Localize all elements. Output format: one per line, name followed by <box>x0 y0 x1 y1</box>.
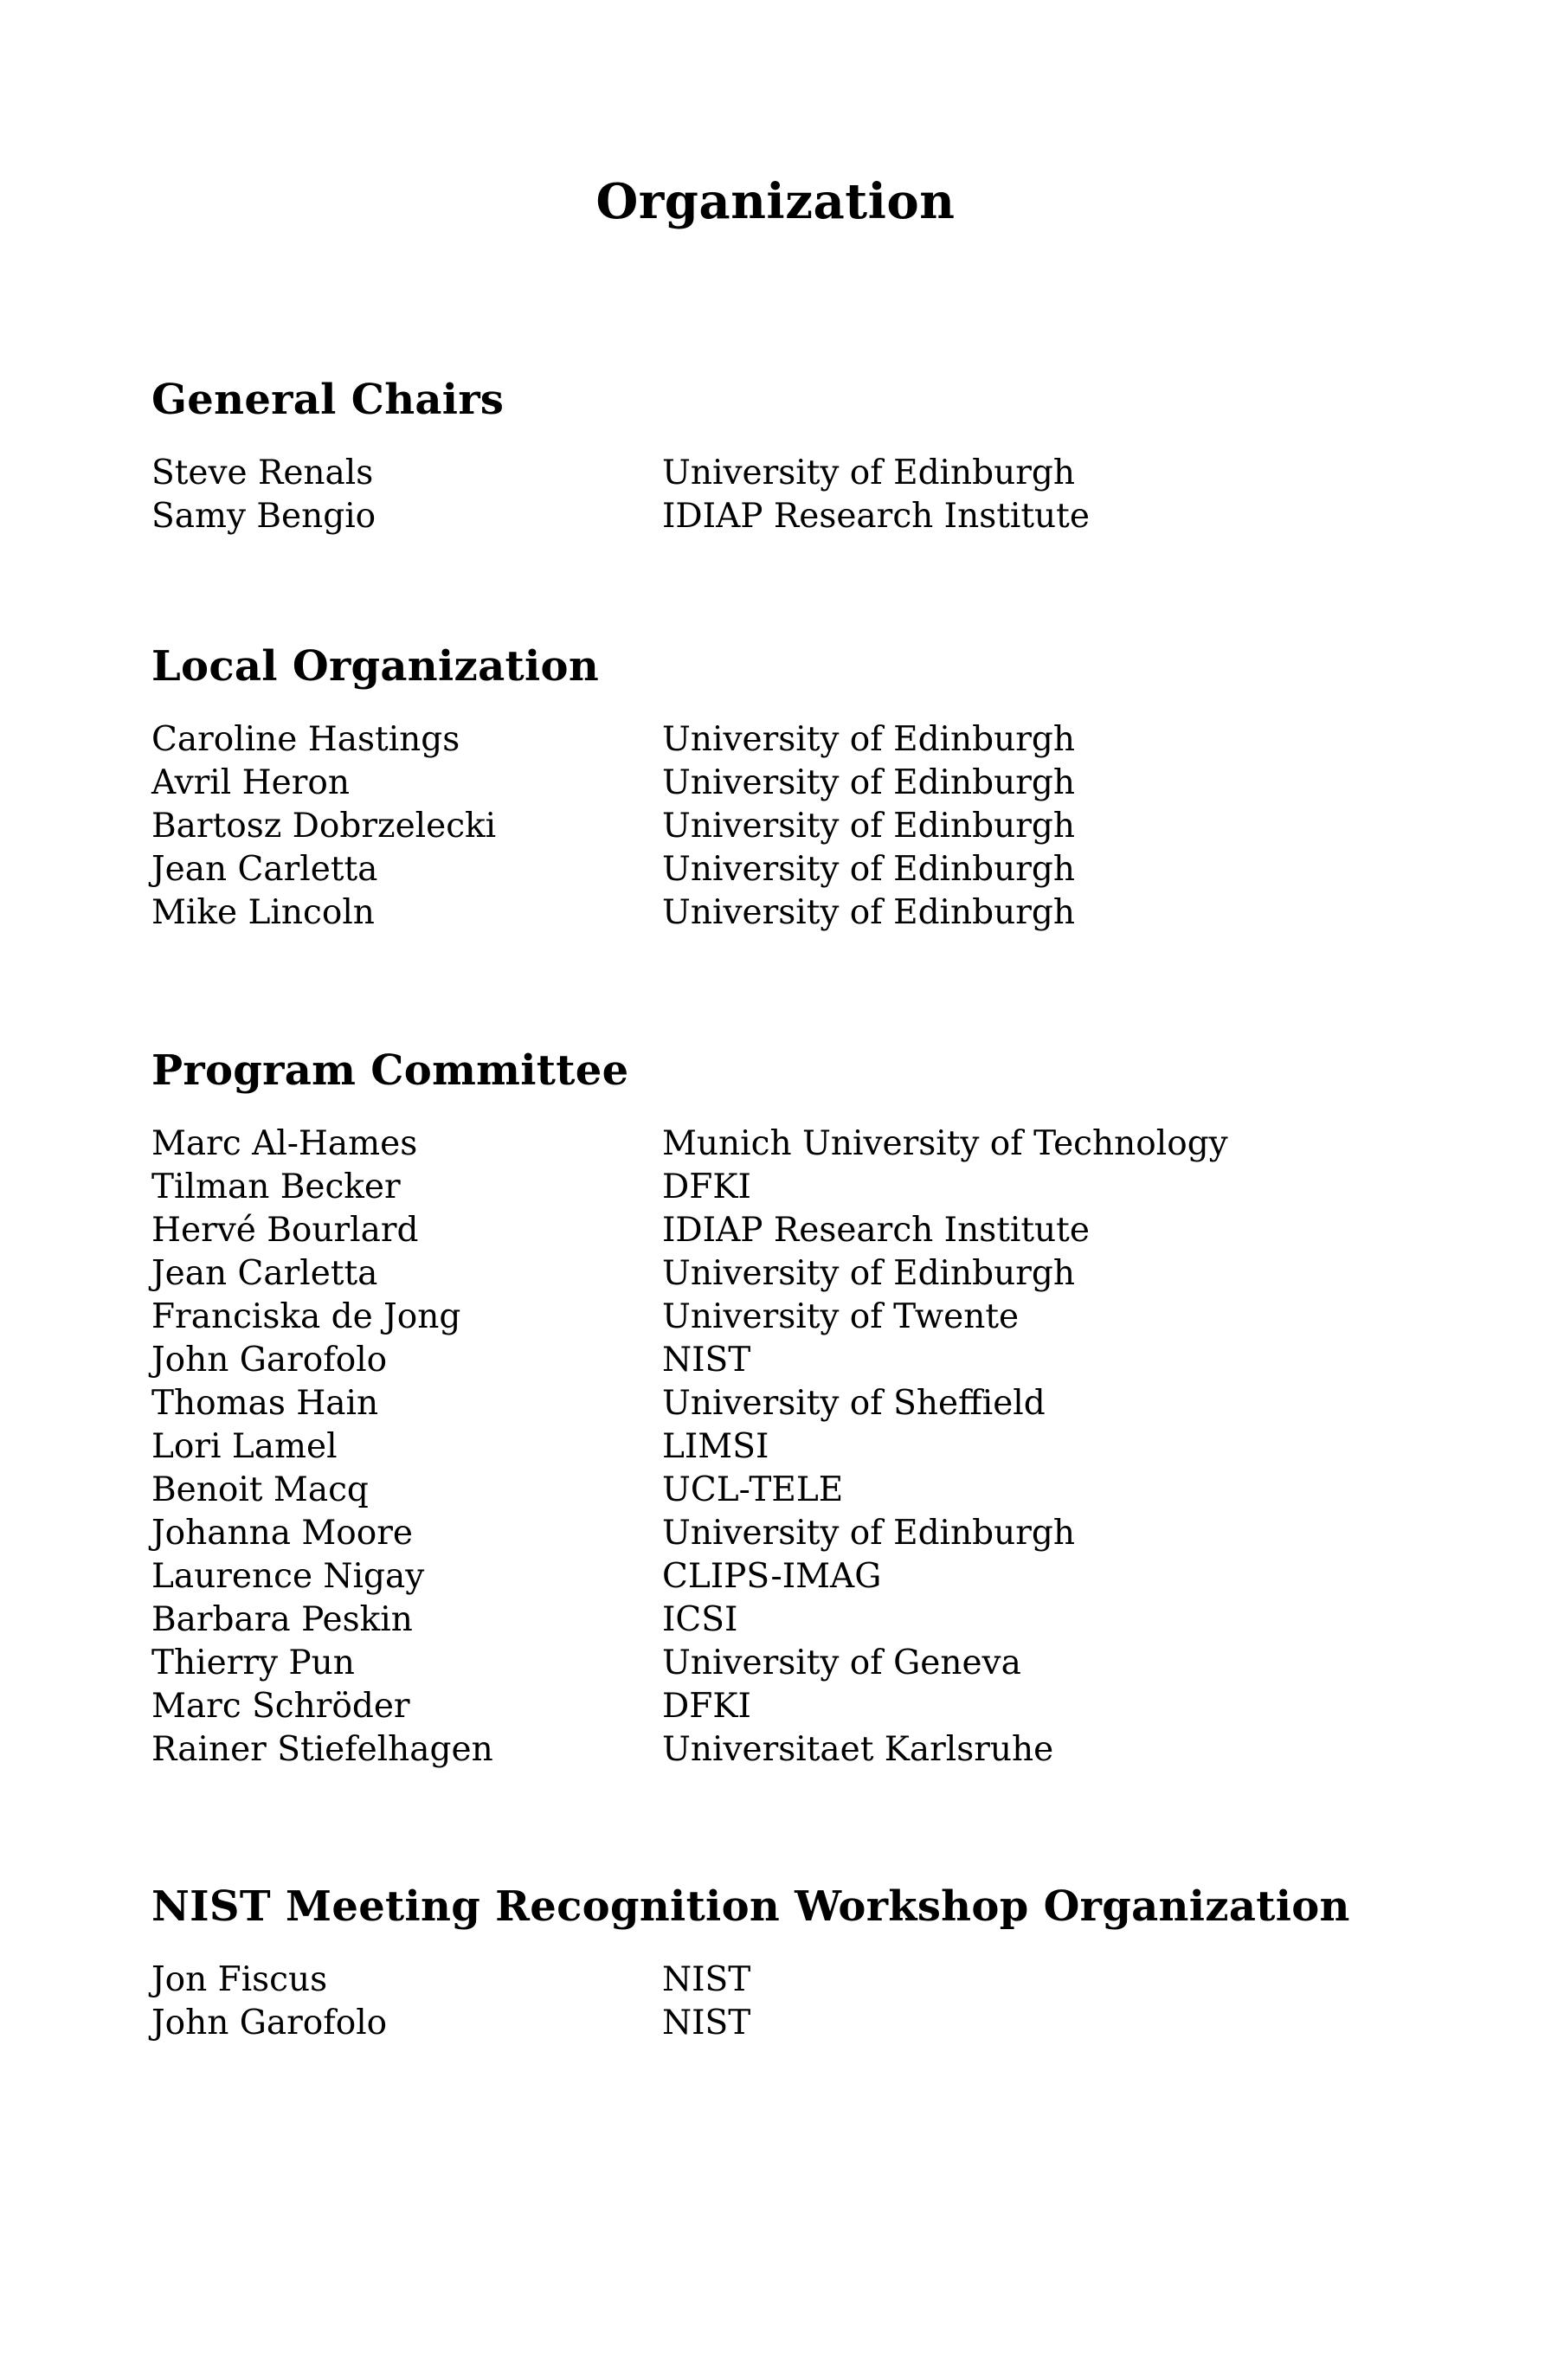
entry-affiliation: IDIAP Research Institute <box>662 1211 1090 1250</box>
section-program-committee <box>151 1045 1406 1772</box>
entry-name: Hervé Bourlard <box>151 1211 419 1250</box>
section-general-chairs <box>151 374 1406 538</box>
entry-affiliation: CLIPS-IMAG <box>662 1557 882 1596</box>
entry-affiliation: University of Edinburgh <box>662 850 1075 889</box>
entry-affiliation: ICSI <box>662 1600 738 1639</box>
entry-row <box>151 1296 1406 1339</box>
entry-row <box>151 495 1406 538</box>
entry-row <box>151 1469 1406 1512</box>
entry-name: Mike Lincoln <box>151 893 375 932</box>
entry-affiliation: Universitaet Karlsruhe <box>662 1730 1054 1769</box>
entry-row <box>151 1959 1406 2002</box>
entry-affiliation: NIST <box>662 2004 751 2042</box>
entry-row <box>151 1598 1406 1642</box>
entry-affiliation: IDIAP Research Institute <box>662 497 1090 536</box>
entry-row <box>151 1122 1406 1166</box>
entry-list <box>151 1959 1406 2045</box>
entry-list <box>151 718 1406 935</box>
entry-row <box>151 1728 1406 1772</box>
entry-row <box>151 1685 1406 1728</box>
entry-affiliation: University of Edinburgh <box>662 1254 1075 1293</box>
section-local-organization <box>151 640 1406 935</box>
entry-affiliation: NIST <box>662 1341 751 1380</box>
entry-row <box>151 1425 1406 1469</box>
entry-affiliation: University of Twente <box>662 1297 1020 1336</box>
entry-name: Jean Carletta <box>151 850 378 889</box>
entry-affiliation: University of Sheffield <box>662 1384 1046 1423</box>
entry-name: Avril Heron <box>151 763 350 802</box>
entry-row <box>151 1382 1406 1425</box>
entry-name: Barbara Peskin <box>151 1600 413 1639</box>
entry-affiliation: NIST <box>662 1960 751 1999</box>
section-heading: Local Organization <box>151 642 600 691</box>
entry-row <box>151 1512 1406 1555</box>
entry-name: Marc Al-Hames <box>151 1124 418 1163</box>
entry-name: Jon Fiscus <box>151 1960 328 1999</box>
entry-name: Marc Schröder <box>151 1687 410 1726</box>
entry-row <box>151 1166 1406 1209</box>
entry-name: Lori Lamel <box>151 1427 338 1466</box>
entry-affiliation: University of Geneva <box>662 1643 1021 1682</box>
entry-affiliation: LIMSI <box>662 1427 769 1466</box>
entry-affiliation: University of Edinburgh <box>662 893 1075 932</box>
section-heading: Program Committee <box>151 1046 629 1095</box>
entry-row <box>151 718 1406 762</box>
entry-affiliation: UCL-TELE <box>662 1470 844 1509</box>
entry-row <box>151 848 1406 891</box>
entry-name: Benoit Macq <box>151 1470 369 1509</box>
entry-name: Samy Bengio <box>151 497 376 536</box>
entry-name: Steve Renals <box>151 453 374 492</box>
entry-row <box>151 1642 1406 1685</box>
entry-name: Jean Carletta <box>151 1254 378 1293</box>
entry-affiliation: University of Edinburgh <box>662 720 1075 759</box>
entry-name: Laurence Nigay <box>151 1557 425 1596</box>
section-heading: General Chairs <box>151 376 505 424</box>
page-title: Organization <box>595 173 956 230</box>
entry-affiliation: Munich University of Technology <box>662 1124 1228 1163</box>
entry-row <box>151 1252 1406 1296</box>
entry-affiliation: University of Edinburgh <box>662 453 1075 492</box>
entry-list <box>151 1122 1406 1772</box>
entry-row <box>151 762 1406 805</box>
entry-name: Johanna Moore <box>151 1514 413 1553</box>
entry-row <box>151 452 1406 495</box>
entry-name: Thomas Hain <box>151 1384 379 1423</box>
entry-row <box>151 2002 1406 2045</box>
entry-affiliation: University of Edinburgh <box>662 763 1075 802</box>
entry-row <box>151 891 1406 935</box>
section-heading: NIST Meeting Recognition Workshop Organization <box>151 1882 1350 1931</box>
entry-affiliation: University of Edinburgh <box>662 807 1075 846</box>
entry-name: John Garofolo <box>151 2004 388 2042</box>
entry-affiliation: University of Edinburgh <box>662 1514 1075 1553</box>
entry-name: Tilman Becker <box>151 1167 401 1206</box>
entry-row <box>151 1209 1406 1252</box>
entry-name: Franciska de Jong <box>151 1297 461 1336</box>
entry-affiliation: DFKI <box>662 1167 751 1206</box>
section-nist-workshop <box>151 1881 1406 2045</box>
entry-list <box>151 452 1406 538</box>
entry-row <box>151 1555 1406 1598</box>
entry-name: Thierry Pun <box>151 1643 355 1682</box>
entry-name: Caroline Hastings <box>151 720 460 759</box>
entry-name: Bartosz Dobrzelecki <box>151 807 497 846</box>
entry-affiliation: DFKI <box>662 1687 751 1726</box>
entry-row <box>151 1339 1406 1382</box>
entry-name: John Garofolo <box>151 1341 388 1380</box>
entry-name: Rainer Stiefelhagen <box>151 1730 493 1769</box>
entry-row <box>151 805 1406 848</box>
